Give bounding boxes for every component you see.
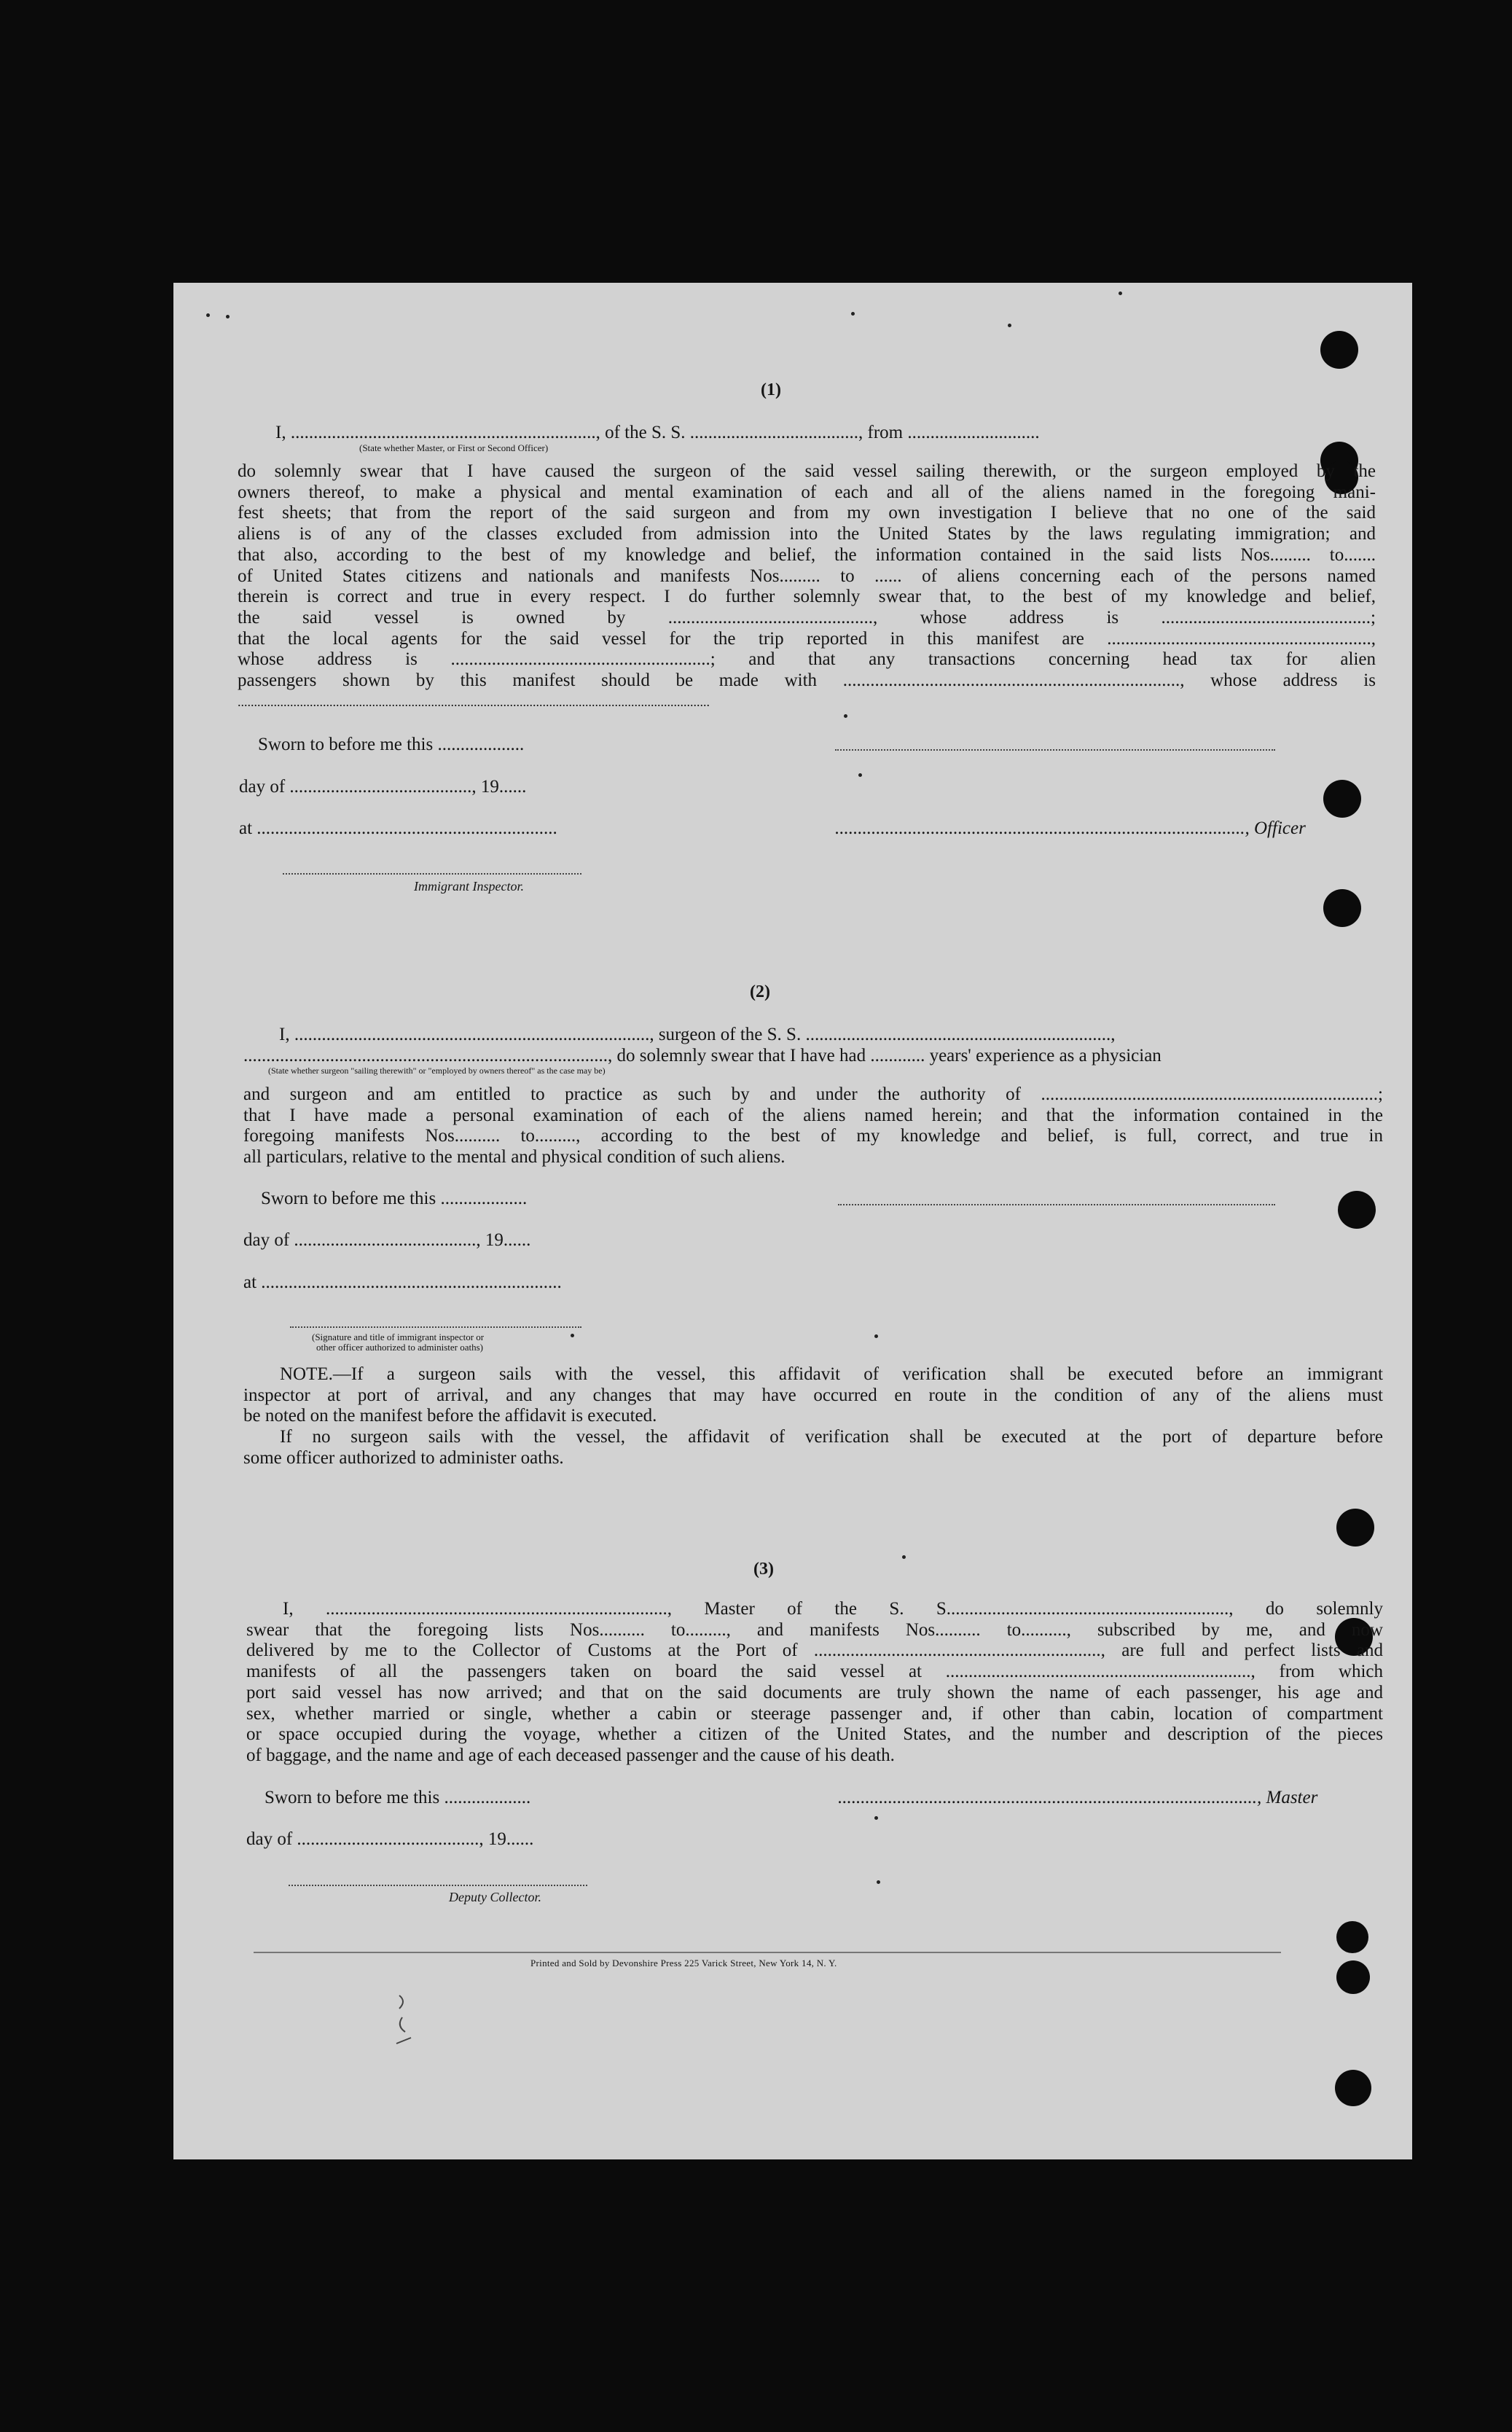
speck	[902, 1555, 906, 1559]
day-line: day of ........................................, 19......	[239, 777, 527, 797]
speck	[851, 312, 855, 316]
text-line: whose address is .........................................................; and that any transactions concerning head tax for alien	[238, 649, 1376, 670]
text-line: ................................................................................................................................................	[238, 694, 710, 709]
text-line: some officer authorized to administer oaths.	[243, 1447, 564, 1468]
manifest-affidavit-sheet	[173, 283, 1412, 2159]
punch-hole	[1320, 331, 1358, 369]
officer-line: .........................................................................................., Officer	[835, 818, 1306, 838]
sworn-line: Sworn to before me this ...................	[265, 1788, 531, 1807]
punch-hole	[1336, 1509, 1374, 1547]
punch-hole	[1336, 1960, 1370, 1994]
text-line: that the local agents for the said vessel for the trip reported in this manifest are ..........................................................,	[238, 628, 1376, 649]
at-line: at ..................................................................	[243, 1272, 562, 1292]
sworn-line: Sworn to before me this ...................	[261, 1189, 528, 1208]
text-line: inspector at port of arrival, and any changes that may have occurred en route in the condition of any of the aliens must	[243, 1385, 1383, 1405]
caption: (State whether Master, or First or Second Officer)	[359, 442, 549, 453]
text-line: delivered by me to the Collector of Customs at the Port of ..............................................................., are full and perfect lists and	[246, 1641, 1383, 1661]
section1-declarant-line: I, ..................................................................., of the S. S. ....................................., from .............................	[275, 423, 1040, 442]
section-number: (2)	[750, 982, 770, 1001]
speck	[874, 1334, 878, 1338]
section2-oath-text	[243, 1084, 1383, 1168]
punch-hole	[1323, 780, 1361, 818]
text-line: port said vessel has now arrived; and that on the said documents are truly shown the name of each passenger, his age and	[246, 1682, 1383, 1702]
speck	[874, 1816, 878, 1820]
speck	[571, 1334, 574, 1337]
text-line: swear that the foregoing lists Nos.......... to........., and manifests Nos.......... to.........., subscribed by me, and now	[246, 1619, 1383, 1640]
text-line: of baggage, and the name and age of each deceased passenger and the cause of his death.	[246, 1745, 895, 1765]
speck	[844, 714, 847, 718]
note-text	[243, 1364, 1383, 1469]
speck	[858, 773, 862, 777]
section3-oath-text	[246, 1599, 1383, 1767]
section-number: (3)	[753, 1560, 774, 1579]
signature-line	[289, 1885, 587, 1886]
signature-line	[290, 1326, 581, 1328]
speck	[206, 313, 210, 317]
text-line: aliens is of any of the classes excluded from admission into the United States by the laws regulating immigration; and	[238, 524, 1376, 544]
text-line: sex, whether married or single, whether a cabin or steerage passenger and, if other than cabin, location of compartment	[246, 1703, 1383, 1724]
text-line: I, ..........................................................................., Master of the S. S.............................................................., do solemnly	[283, 1599, 1383, 1619]
text-line: and surgeon and am entitled to practice as such by and under the authority of ..........................................................................;	[243, 1084, 1383, 1104]
footer-rule	[254, 1952, 1281, 1953]
punch-hole	[1338, 1191, 1376, 1229]
text-line: that also, according to the best of my knowledge and belief, the information contained in the said lists Nos......... to.......	[238, 544, 1376, 565]
section-number: (1)	[761, 380, 781, 399]
speck	[1119, 292, 1122, 295]
speck	[1008, 324, 1011, 327]
text-line: all particulars, relative to the mental and physical condition of such aliens.	[243, 1147, 786, 1168]
printer-imprint: Printed and Sold by Devonshire Press 225 Varick Street, New York 14, N. Y.	[530, 1958, 837, 1968]
text-line: fest sheets; that from the report of the said surgeon and from my own investigation I believe that no one of the said	[238, 503, 1376, 523]
text-line: foregoing manifests Nos.......... to........., according to the best of my knowledge and belief, is full, correct, and true in	[243, 1126, 1383, 1146]
day-line: day of ........................................, 19......	[246, 1829, 534, 1849]
section2-declarant-line: I, .............................................................................., surgeon of the S. S. ...................................................................,	[279, 1025, 1116, 1044]
signature-caption: (Signature and title of immigrant inspector or	[312, 1332, 485, 1342]
speck	[226, 315, 230, 318]
text-line: NOTE.—If a surgeon sails with the vessel, this affidavit of verification shall be executed before an immigrant	[280, 1364, 1383, 1384]
text-line: the said vessel is owned by ............................................., whose address is ..............................................;	[238, 607, 1376, 627]
at-line: at ..................................................................	[239, 818, 557, 838]
pencil-mark	[392, 1988, 421, 2054]
signature-caption: Immigrant Inspector.	[414, 879, 524, 894]
signature-line	[838, 1204, 1275, 1205]
text-line: therein is correct and true in every respect. I do further solemnly swear that, to the best of my knowledge and belief,	[238, 587, 1376, 607]
sworn-line: Sworn to before me this ...................	[258, 735, 525, 754]
speck	[877, 1880, 880, 1884]
punch-hole	[1335, 2070, 1371, 2106]
punch-hole	[1336, 1921, 1368, 1953]
text-line: manifests of all the passengers taken on board the said vessel at ..................................................................., from which	[246, 1662, 1383, 1682]
signature-caption: Deputy Collector.	[449, 1890, 541, 1904]
section2-experience-line: ................................................................................, do solemnly swear that I have had ............ years' experience as a physician	[243, 1046, 1162, 1066]
text-line: passengers shown by this manifest should be made with .........................................................................., whose address is	[238, 670, 1376, 691]
text-line: owners thereof, to make a physical and mental examination of each and all of the aliens named in the foregoing mani-	[238, 482, 1376, 502]
text-line: that I have made a personal examination of each of the aliens named herein; and that the information contained in the	[243, 1105, 1383, 1125]
text-line: of United States citizens and nationals and manifests Nos......... to ...... of aliens concerning each of the persons named	[238, 566, 1376, 586]
signature-caption: other officer authorized to administer oaths)	[316, 1342, 483, 1353]
caption: (State whether surgeon "sailing therewith" or "employed by owners thereof" as the case may be)	[268, 1066, 606, 1076]
signature-line	[835, 749, 1275, 751]
master-line: ............................................................................................, Master	[838, 1788, 1318, 1807]
section1-oath-text	[238, 461, 1376, 712]
text-line: If no surgeon sails with the vessel, the affidavit of verification shall be executed at the port of departure before	[280, 1427, 1383, 1447]
text-line: be noted on the manifest before the affidavit is executed.	[243, 1406, 657, 1426]
signature-line	[283, 873, 581, 875]
punch-hole	[1323, 889, 1361, 927]
text-line: or space occupied during the voyage, whether a citizen of the United States, and the number and description of the pieces	[246, 1724, 1383, 1745]
day-line: day of ........................................, 19......	[243, 1230, 531, 1250]
text-line: do solemnly swear that I have caused the surgeon of the said vessel sailing therewith, or the surgeon employed by the	[238, 461, 1376, 481]
